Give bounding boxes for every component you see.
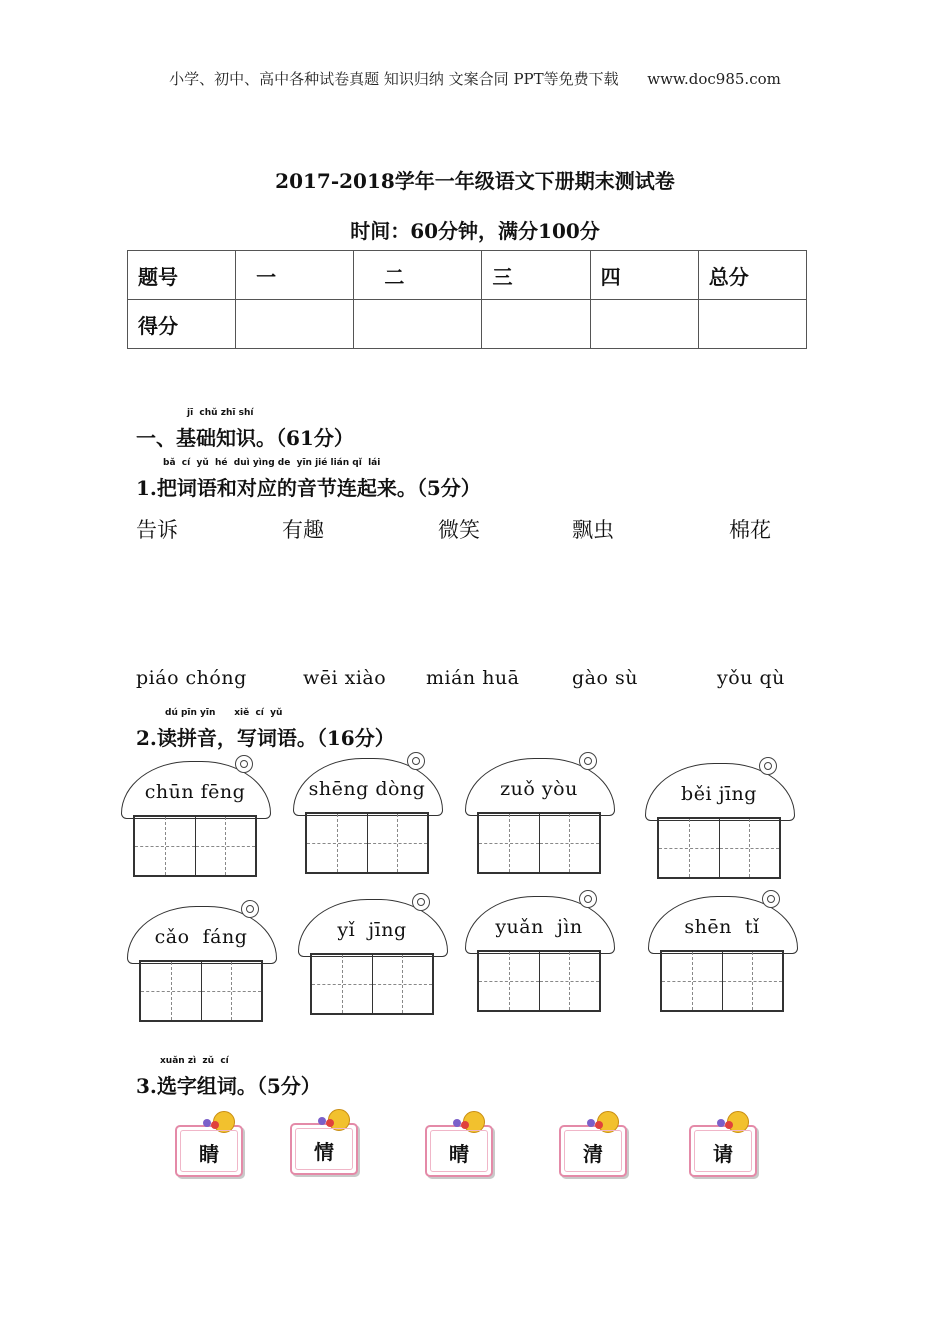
house-pinyin: běi jīng xyxy=(681,783,757,805)
exam-title: 2017-2018学年一年级语文下册期末测试卷 xyxy=(275,169,675,193)
score-table xyxy=(127,250,807,349)
score-table-header-row xyxy=(128,251,807,300)
pinyin-house xyxy=(298,893,448,1023)
house-pinyin: cǎo fáng xyxy=(154,926,248,948)
char-card[interactable] xyxy=(689,1125,757,1177)
header-text: 小学、初中、高中各种试卷真题 知识归纳 文案合同 PPT等免费下载 xyxy=(169,70,619,88)
q1-pinyin: mián huā xyxy=(426,667,520,689)
pinyin-house xyxy=(645,757,795,887)
table-cell: 总分 xyxy=(698,251,806,300)
char-card-label: 请 xyxy=(713,1142,733,1166)
char-card[interactable] xyxy=(175,1125,243,1177)
header-site: www.doc985.com xyxy=(647,70,781,88)
q1-pinyin: piáo chóng xyxy=(136,667,247,689)
char-card-label: 睛 xyxy=(199,1142,219,1166)
flower-icon xyxy=(762,890,780,908)
writing-grid[interactable] xyxy=(310,953,434,1015)
q2-title: 2.读拼音，写词语。（16分） xyxy=(136,726,395,750)
flower-icon xyxy=(579,890,597,908)
q1-pinyin: gào sù xyxy=(572,667,638,689)
q1-word: 微笑 xyxy=(438,518,480,542)
writing-grid[interactable] xyxy=(657,817,781,879)
flower-icon xyxy=(759,757,777,775)
house-pinyin: shēn tǐ xyxy=(684,916,760,938)
pinyin-house xyxy=(127,900,277,1030)
writing-grid[interactable] xyxy=(133,815,257,877)
pinyin-house xyxy=(648,890,798,1020)
section1-title: 一、基础知识。（61分） xyxy=(136,426,354,450)
writing-grid[interactable] xyxy=(660,950,784,1012)
table-cell: 二 xyxy=(354,251,482,300)
exam-subtitle: 时间：60分钟，满分100分 xyxy=(350,219,600,243)
table-cell: 三 xyxy=(482,251,590,300)
q1-pinyin: wēi xiào xyxy=(303,667,387,689)
score-input-cell[interactable] xyxy=(354,300,482,349)
pinyin-house xyxy=(465,752,615,882)
char-card[interactable] xyxy=(425,1125,493,1177)
flower-icon xyxy=(579,752,597,770)
q3-title: 3.选字组词。（5分） xyxy=(136,1074,321,1098)
q1-word: 飘虫 xyxy=(572,518,614,542)
house-pinyin: yuǎn jìn xyxy=(495,916,583,938)
char-card[interactable] xyxy=(290,1123,358,1175)
q1-word: 棉花 xyxy=(729,518,771,542)
house-pinyin: zuǒ yòu xyxy=(500,778,578,800)
writing-grid[interactable] xyxy=(305,812,429,874)
q1-ruby: bǎ cí yǔ hé duì yìng de yīn jié lián qǐ lái xyxy=(163,458,381,468)
score-input-cell[interactable] xyxy=(590,300,698,349)
flower-icon xyxy=(412,893,430,911)
score-input-cell[interactable] xyxy=(482,300,590,349)
char-card-label: 情 xyxy=(314,1140,334,1164)
house-pinyin: shēng dòng xyxy=(308,778,426,800)
q1-word: 有趣 xyxy=(282,518,324,542)
writing-grid[interactable] xyxy=(477,950,601,1012)
char-card-label: 清 xyxy=(583,1142,603,1166)
table-cell: 四 xyxy=(590,251,698,300)
house-pinyin: chūn fēng xyxy=(144,781,246,803)
q1-word: 告诉 xyxy=(136,518,178,542)
flower-icon xyxy=(235,755,253,773)
char-card[interactable] xyxy=(559,1125,627,1177)
table-cell: 题号 xyxy=(128,251,236,300)
section1-ruby: jī chǔ zhī shí xyxy=(187,408,254,418)
flower-icon xyxy=(407,752,425,770)
q2-ruby: dú pīn yīn xiě cí yǔ xyxy=(165,708,283,718)
flower-icon xyxy=(241,900,259,918)
q1-pinyin: yǒu qù xyxy=(717,667,785,689)
pinyin-house xyxy=(465,890,615,1020)
score-input-cell[interactable] xyxy=(698,300,806,349)
table-cell: 一 xyxy=(236,251,354,300)
char-card-label: 晴 xyxy=(449,1142,469,1166)
score-input-cell[interactable] xyxy=(236,300,354,349)
pinyin-house xyxy=(293,752,443,882)
table-cell: 得分 xyxy=(128,300,236,349)
pinyin-house xyxy=(121,755,271,885)
writing-grid[interactable] xyxy=(477,812,601,874)
page-header xyxy=(0,68,950,89)
q1-title: 1.把词语和对应的音节连起来。（5分） xyxy=(136,476,481,500)
house-pinyin: yǐ jīng xyxy=(337,919,407,941)
q3-ruby: xuǎn zì zǔ cí xyxy=(160,1056,229,1066)
score-table-score-row xyxy=(128,300,807,349)
writing-grid[interactable] xyxy=(139,960,263,1022)
